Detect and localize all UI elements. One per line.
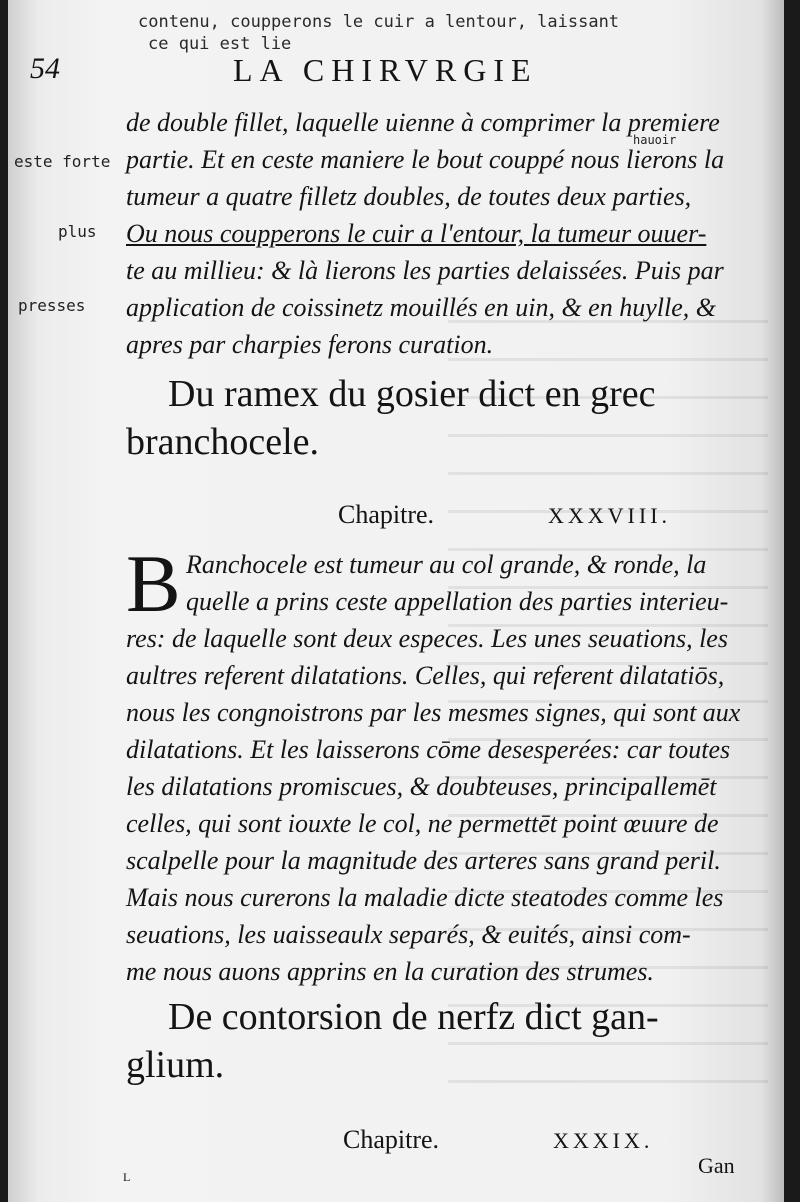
paragraph2-line: aultres referent dilatations. Celles, qui referent dilatatiōs, <box>126 661 725 690</box>
margin-note: presses <box>18 296 86 315</box>
margin-note: este forte <box>14 152 111 171</box>
catchword: Gan <box>698 1153 735 1178</box>
interlinear-note: hauoir <box>633 133 677 147</box>
paragraph2-line: quelle a prins ceste appellation des parties interieu- <box>186 587 729 616</box>
section-heading: branchocele. <box>126 421 320 463</box>
handwritten-note-line1: contenu, coupperons le cuir a lentour, laissant <box>138 12 620 32</box>
paragraph2-line: les dilatations promiscues, & doubteuses, principallemēt <box>126 772 717 801</box>
paragraph1-line: tumeur a quatre filletz doubles, de toutes deux parties, <box>126 182 692 211</box>
paragraph1-line: application de coissinetz mouillés en uin, & en huylle, & <box>126 293 716 322</box>
chapter-label: Chapitre. <box>343 1125 440 1154</box>
section-heading: glium. <box>126 1044 225 1086</box>
chapter-number: XXXVIII. <box>548 503 672 528</box>
paragraph1-line: de double fillet, laquelle uienne à comprimer la premiere <box>126 108 720 137</box>
paragraph2-line: Ranchocele est tumeur au col grande, & ronde, la <box>186 550 707 579</box>
page-number: 54 <box>30 52 60 85</box>
paragraph1-line: partie. Et en ceste maniere le bout couppé nous lierons la <box>126 145 725 174</box>
paragraph1-line: te au millieu: & là lierons les parties delaissées. Puis par <box>126 256 724 285</box>
section-heading: Du ramex du gosier dict en grec <box>168 373 656 415</box>
signature-mark: L <box>123 1170 131 1184</box>
handwritten-note-line2: ce qui est lie <box>148 34 292 54</box>
paragraph2-line: res: de laquelle sont deux especes. Les unes seuations, les <box>126 624 728 653</box>
paragraph2-line: celles, qui sont iouxte le col, ne permettēt point œuure de <box>126 809 719 838</box>
paragraph2-line: me nous auons apprins en la curation des strumes. <box>126 957 654 986</box>
chapter-label: Chapitre. <box>338 500 435 529</box>
paragraph2-line: dilatations. Et les laisserons cōme desesperées: car toutes <box>126 735 731 764</box>
book-page <box>8 0 784 1202</box>
paragraph2-line: seuations, les uaisseaulx separés, & euités, ainsi com- <box>126 920 691 949</box>
running-title: LA CHIRVRGIE <box>233 52 538 88</box>
paragraph2-line: nous les congnoistrons par les mesmes signes, qui sont aux <box>126 698 741 727</box>
section-heading: De contorsion de nerfz dict gan- <box>168 996 659 1038</box>
paragraph2-line: Mais nous curerons la maladie dicte steatodes comme les <box>126 883 724 912</box>
paragraph2-line: scalpelle pour la magnitude des arteres sans grand peril. <box>126 846 721 875</box>
margin-note: plus <box>58 222 97 241</box>
paragraph1-line: apres par charpies ferons curation. <box>126 330 494 359</box>
chapter-number: XXXIX. <box>553 1128 654 1153</box>
paragraph1-line: Ou nous coupperons le cuir a l'entour, la tumeur ouuer- <box>126 219 707 248</box>
drop-capital: B <box>126 538 181 629</box>
